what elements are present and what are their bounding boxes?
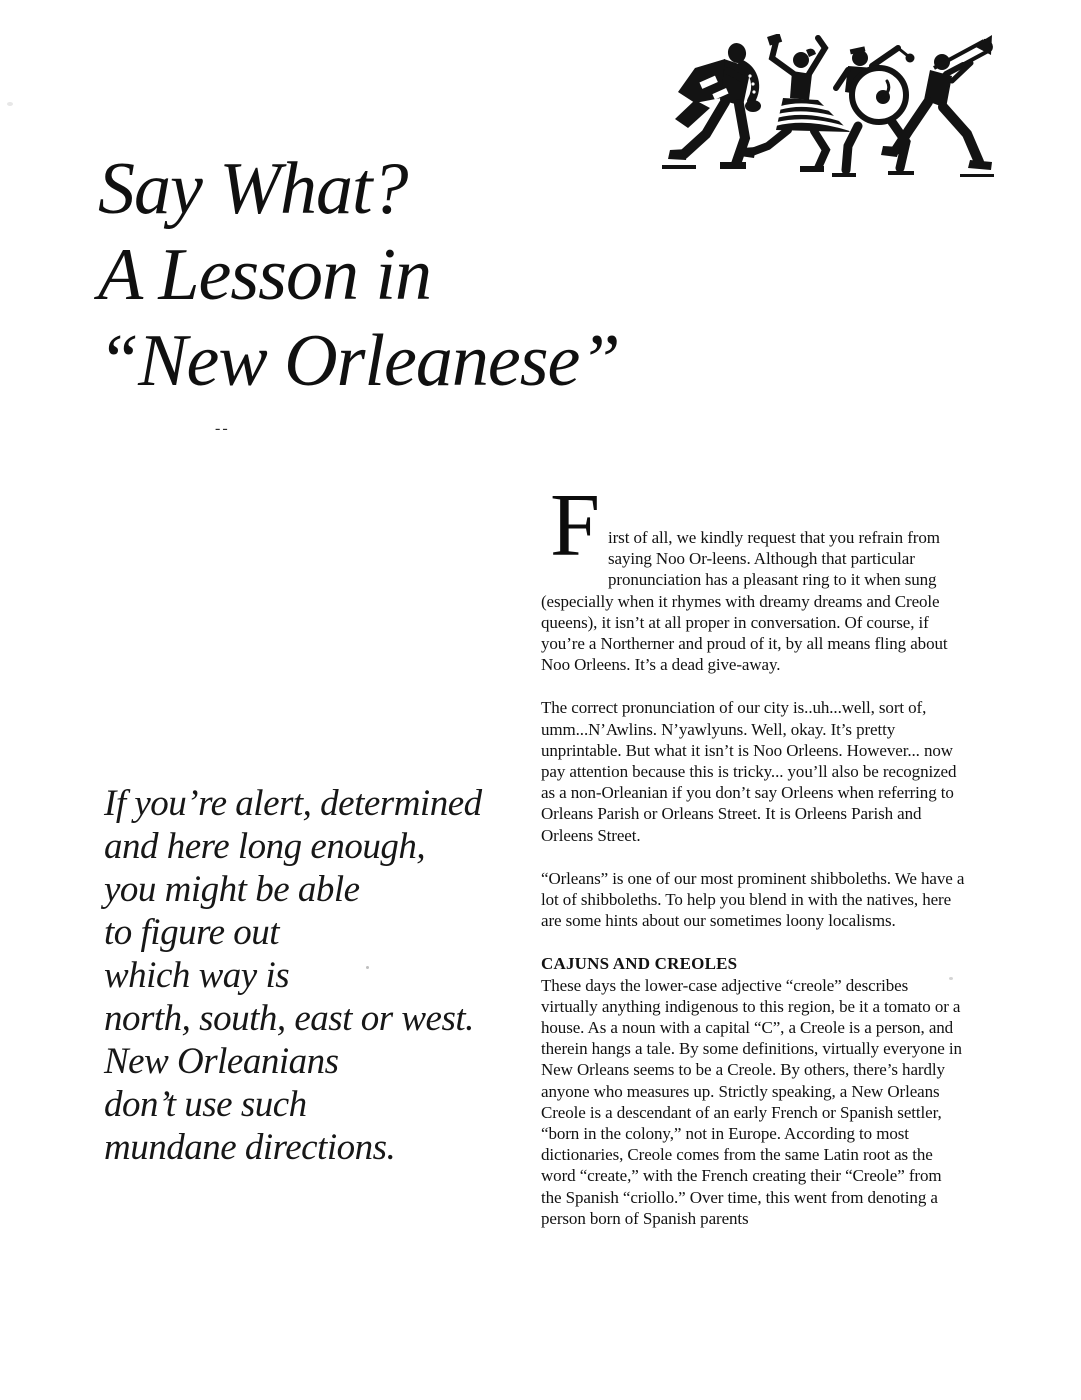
scan-speck xyxy=(949,977,953,980)
title-line-1: Say What? xyxy=(98,148,408,230)
paragraph-4: These days the lower-case adjective “creole” describes virtually anything indigenous to this region, be it a tomato or a house. As a noun with a capital “C”, a Creole is a person, and therein hangs a tale. By some definitions, virtually everyone in New Orleans seems to be a Creole. By others, there’s hardly anyone who measures up. Strictly speaking, a New Orleans Creole is a descendant of an early French or Spanish settler, “born in the colony,” not in Europe. According to most dictionaries, Creole comes from the same Latin root as the word “create,” with the French creating their “Creole” from the Spanish “criollo.” Over time, this went from denoting a person born of Spanish parents xyxy=(541,975,962,1228)
pull-quote-line: and here long enough, xyxy=(104,826,426,867)
title-line-3: “New Orleanese” xyxy=(98,320,620,402)
pull-quote-line: north, south, east or west. xyxy=(104,998,474,1039)
article-body xyxy=(541,476,965,1229)
scan-speck xyxy=(366,966,369,969)
paragraph-2: The correct pronunciation of our city is..uh...well, sort of, umm...N’Awlins. N’yawlyuns. Well, okay. It’s pretty unprintable. But what it isn’t is Noo Orleens. However... now pay attention because this is tricky... you’ll also be recognized as a non-Orleanian if you don’t say Orleens when referring to Orleans Parish or Orleans Street. It is Orleens Parish and Orleens Street. xyxy=(541,698,957,845)
byline-dash: -- xyxy=(215,420,230,437)
paragraph-1-text: irst of all, we kindly request that you refrain from saying Noo Or-leens. Although that particular pronunciation has a pleasant ring to it when sung (especially when it rhymes with dreamy dreams and Creole queens), it isn’t at all proper in conversation. Of course, if you’re a Northerner and proud of it, by all means fling about Noo Orleens. It’s a dead give-away. xyxy=(541,528,948,675)
scan-speck xyxy=(7,102,13,106)
title-line-2: A Lesson in xyxy=(98,234,432,316)
paragraph-3: “Orleans” is one of our most prominent shibboleths. We have a lot of shibboleths. To help you blend in with the natives, here are some hints about our sometimes loony localisms. xyxy=(541,868,965,931)
page-title xyxy=(98,146,620,404)
pull-quote-line: New Orleanians xyxy=(104,1041,339,1082)
pull-quote-line: If you’re alert, determined xyxy=(104,783,482,824)
pull-quote-line: you might be able xyxy=(104,869,360,910)
drummer-figure xyxy=(832,46,915,177)
pull-quote-line: which way is xyxy=(104,955,290,996)
pull-quote-line: mundane directions. xyxy=(104,1127,396,1168)
paragraph-1 xyxy=(541,476,965,675)
pull-quote xyxy=(104,782,544,1169)
pull-quote-line: don’t use such xyxy=(104,1084,307,1125)
jazz-band-illustration xyxy=(662,34,994,180)
drop-cap: F xyxy=(550,476,600,575)
section-heading: CAJUNS AND CREOLES xyxy=(541,954,738,974)
pull-quote-line: to figure out xyxy=(104,912,280,953)
